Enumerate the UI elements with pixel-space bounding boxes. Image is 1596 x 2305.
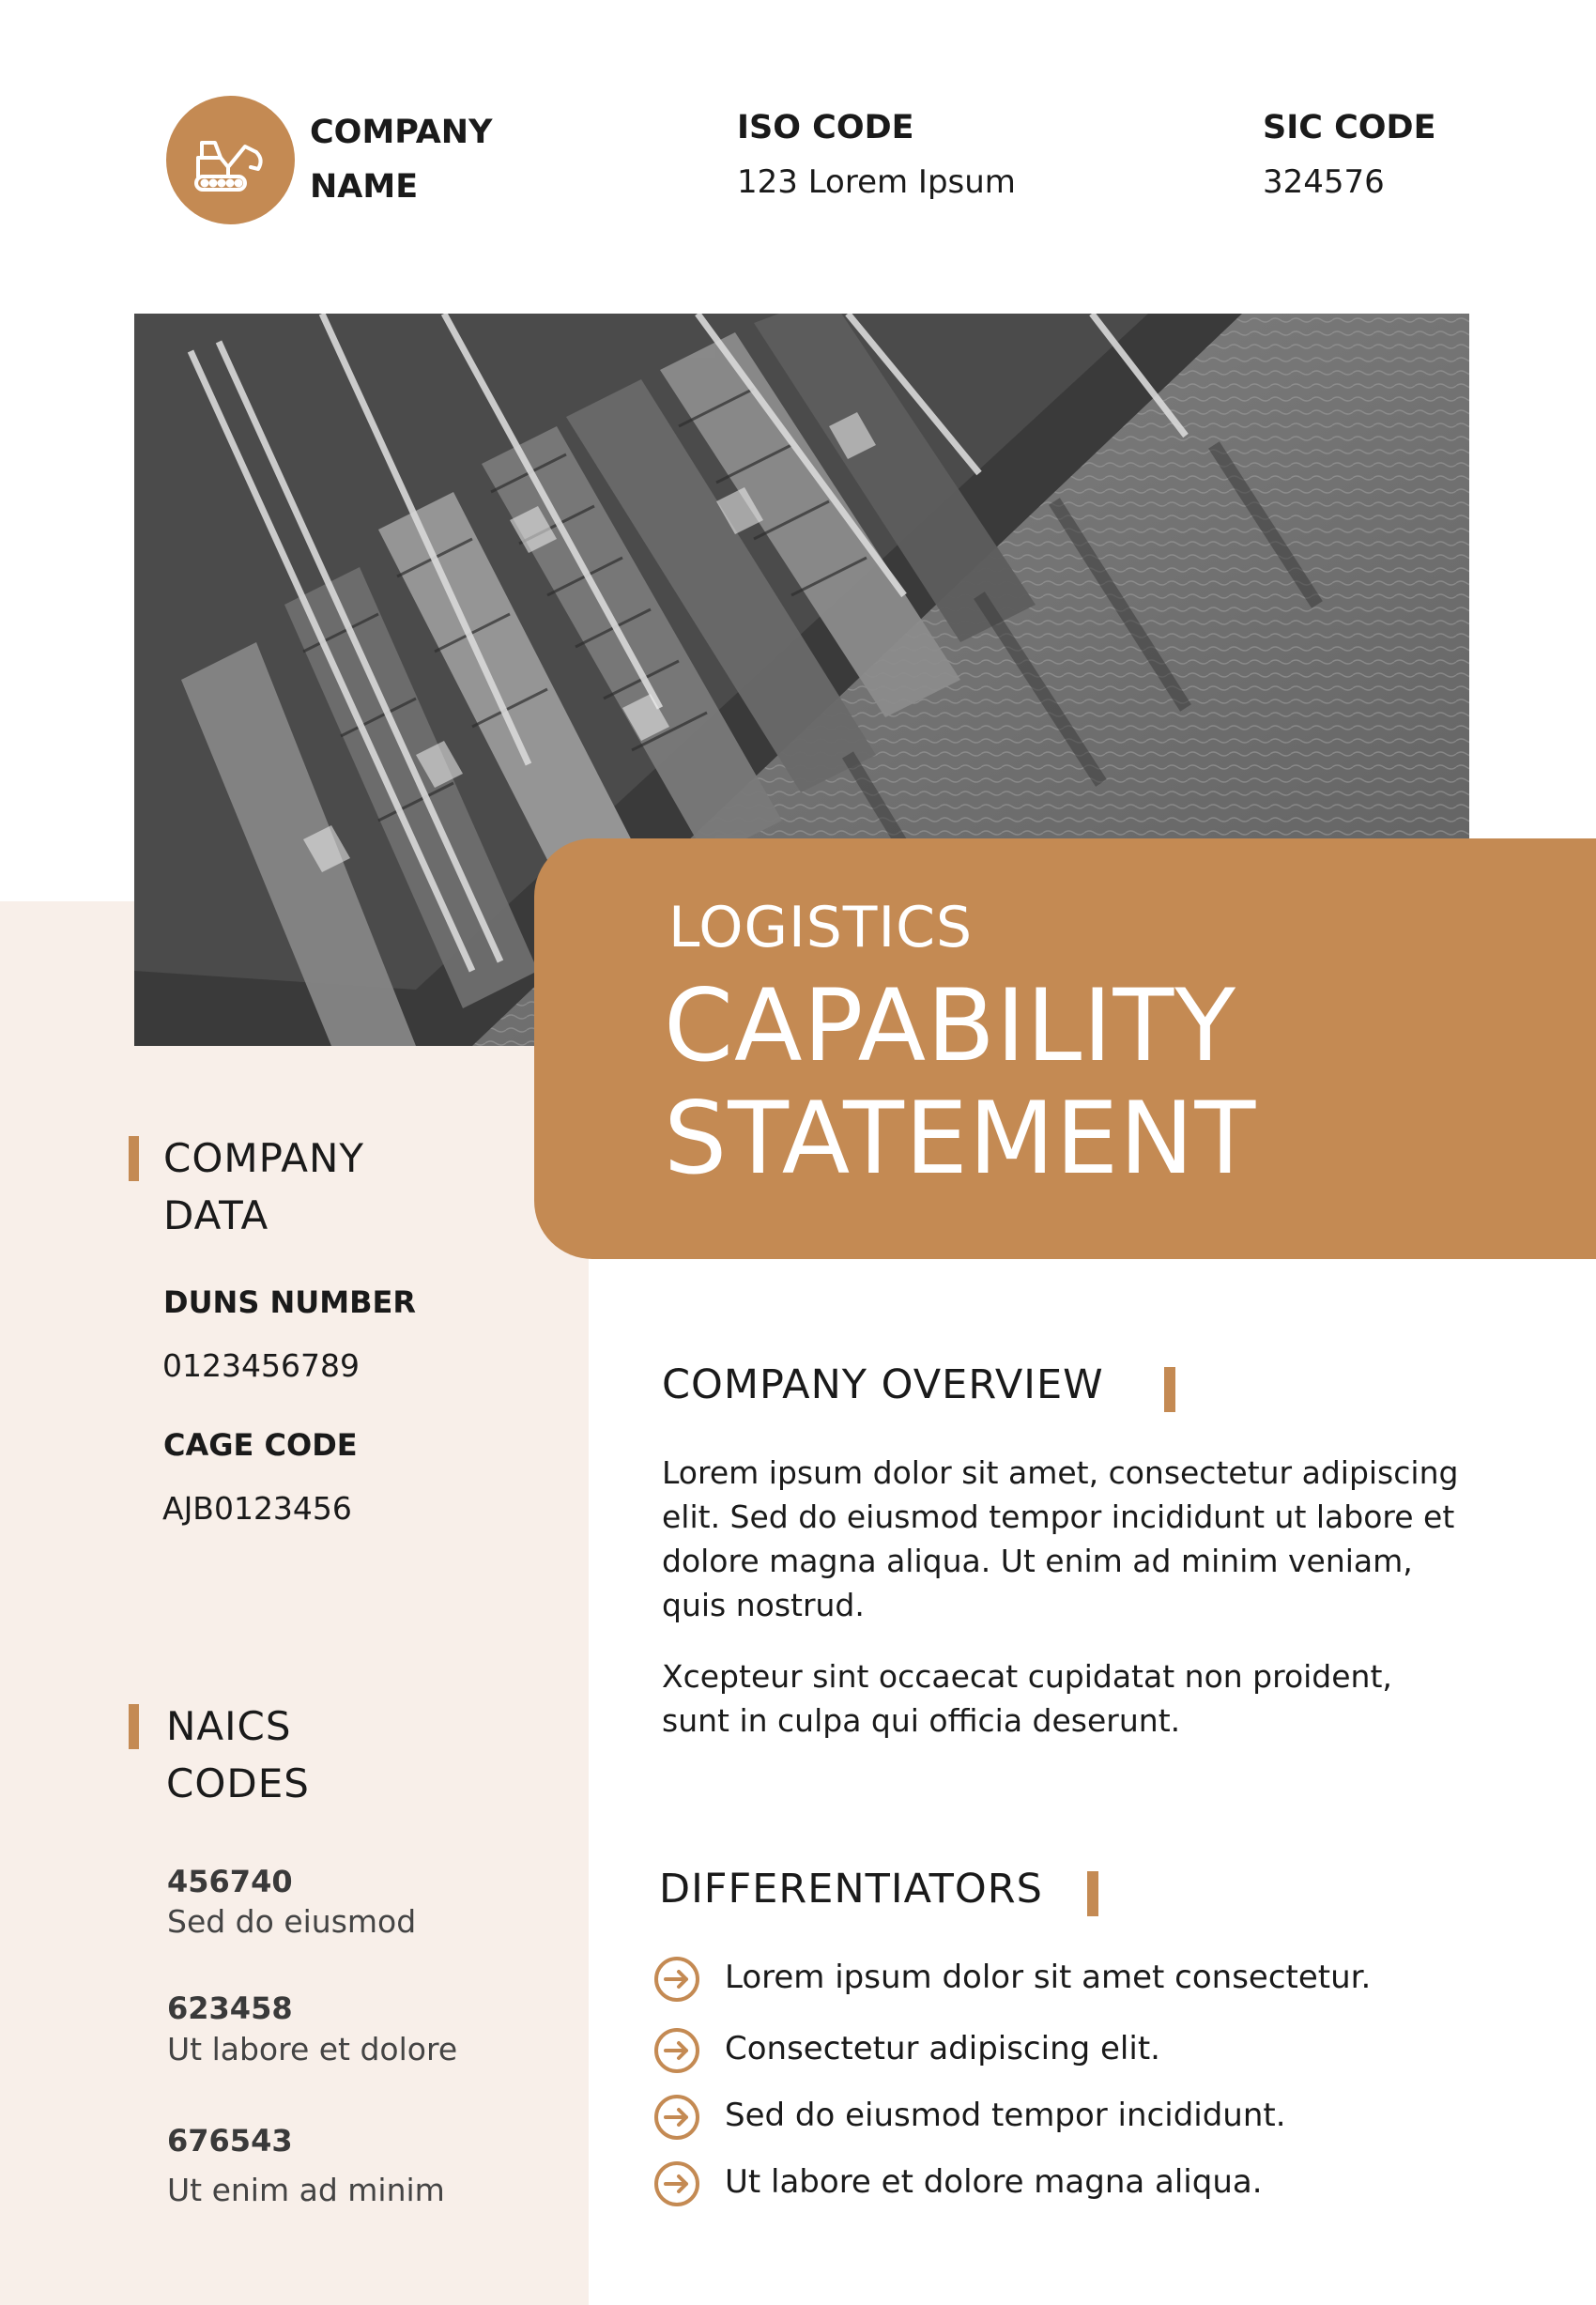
cage-code-value: AJB0123456 [162, 1490, 352, 1527]
differentiator-item [652, 2159, 1497, 2208]
naics-description: Ut enim ad minim [167, 2172, 445, 2208]
iso-code-value: 123 Lorem Ipsum [737, 163, 1016, 201]
naics-heading-line2: CODES [166, 1760, 310, 1806]
excavator-icon [166, 96, 295, 224]
differentiator-text: Ut labore et dolore magna aliqua. [725, 2163, 1263, 2201]
differentiator-item [652, 2093, 1497, 2142]
title-statement: STATEMENT [664, 1081, 1257, 1196]
company-name [310, 105, 545, 214]
company-logo [166, 96, 295, 224]
differentiator-item [652, 1955, 1497, 2004]
differentiators-accent-bar [1087, 1871, 1098, 1916]
duns-number-label: DUNS NUMBER [163, 1284, 417, 1320]
naics-code: 623458 [167, 1990, 293, 2026]
company-data-accent-bar [129, 1136, 139, 1181]
title-capability: CAPABILITY [664, 968, 1236, 1083]
sidebar-background [0, 901, 589, 2305]
overview-paragraph-2: Xcepteur sint occaecat cupidatat non proident, sunt in culpa qui officia deserunt. [662, 1658, 1392, 1739]
naics-description: Ut labore et dolore [167, 2031, 458, 2067]
company-overview-heading: COMPANY OVERVIEW [662, 1361, 1104, 1408]
naics-accent-bar [129, 1704, 139, 1749]
company-name-line1: COMPANY [310, 114, 493, 151]
sic-code-label: SIC CODE [1263, 109, 1436, 146]
duns-number-value: 0123456789 [162, 1347, 360, 1384]
differentiator-text: Sed do eiusmod tempor incididunt. [725, 2097, 1286, 2134]
arrow-circle-right-icon [652, 1955, 701, 2004]
naics-description: Sed do eiusmod [167, 1903, 417, 1940]
overview-paragraph-1: Lorem ipsum dolor sit amet, consectetur adipiscing elit. Sed do eiusmod tempor incididunt ut labore et dolore magna aliqua. Ut enim ad minim veniam, quis nostrud. [662, 1454, 1459, 1623]
title-capability-statement [664, 970, 1593, 1195]
company-data-heading [163, 1129, 520, 1244]
title-logistics: LOGISTICS [668, 895, 974, 960]
naics-heading-line1: NAICS [166, 1703, 292, 1749]
company-data-heading-line2: DATA [163, 1192, 269, 1238]
naics-code: 676543 [167, 2123, 293, 2159]
company-overview-accent-bar [1164, 1367, 1175, 1412]
naics-heading [166, 1698, 523, 1812]
differentiator-item [652, 2026, 1497, 2075]
differentiator-text: Lorem ipsum dolor sit amet consectetur. [725, 1959, 1372, 1996]
company-data-heading-line1: COMPANY [163, 1135, 365, 1181]
iso-code-label: ISO CODE [737, 109, 914, 146]
naics-code: 456740 [167, 1864, 293, 1899]
arrow-circle-right-icon [652, 2026, 701, 2075]
differentiators-heading: DIFFERENTIATORS [659, 1866, 1043, 1913]
arrow-circle-right-icon [652, 2159, 701, 2208]
arrow-circle-right-icon [652, 2093, 701, 2142]
title-banner [534, 838, 1596, 1259]
company-name-line2: NAME [310, 168, 419, 206]
differentiator-text: Consectetur adipiscing elit. [725, 2030, 1160, 2067]
cage-code-label: CAGE CODE [163, 1427, 358, 1463]
sic-code-value: 324576 [1263, 163, 1385, 201]
